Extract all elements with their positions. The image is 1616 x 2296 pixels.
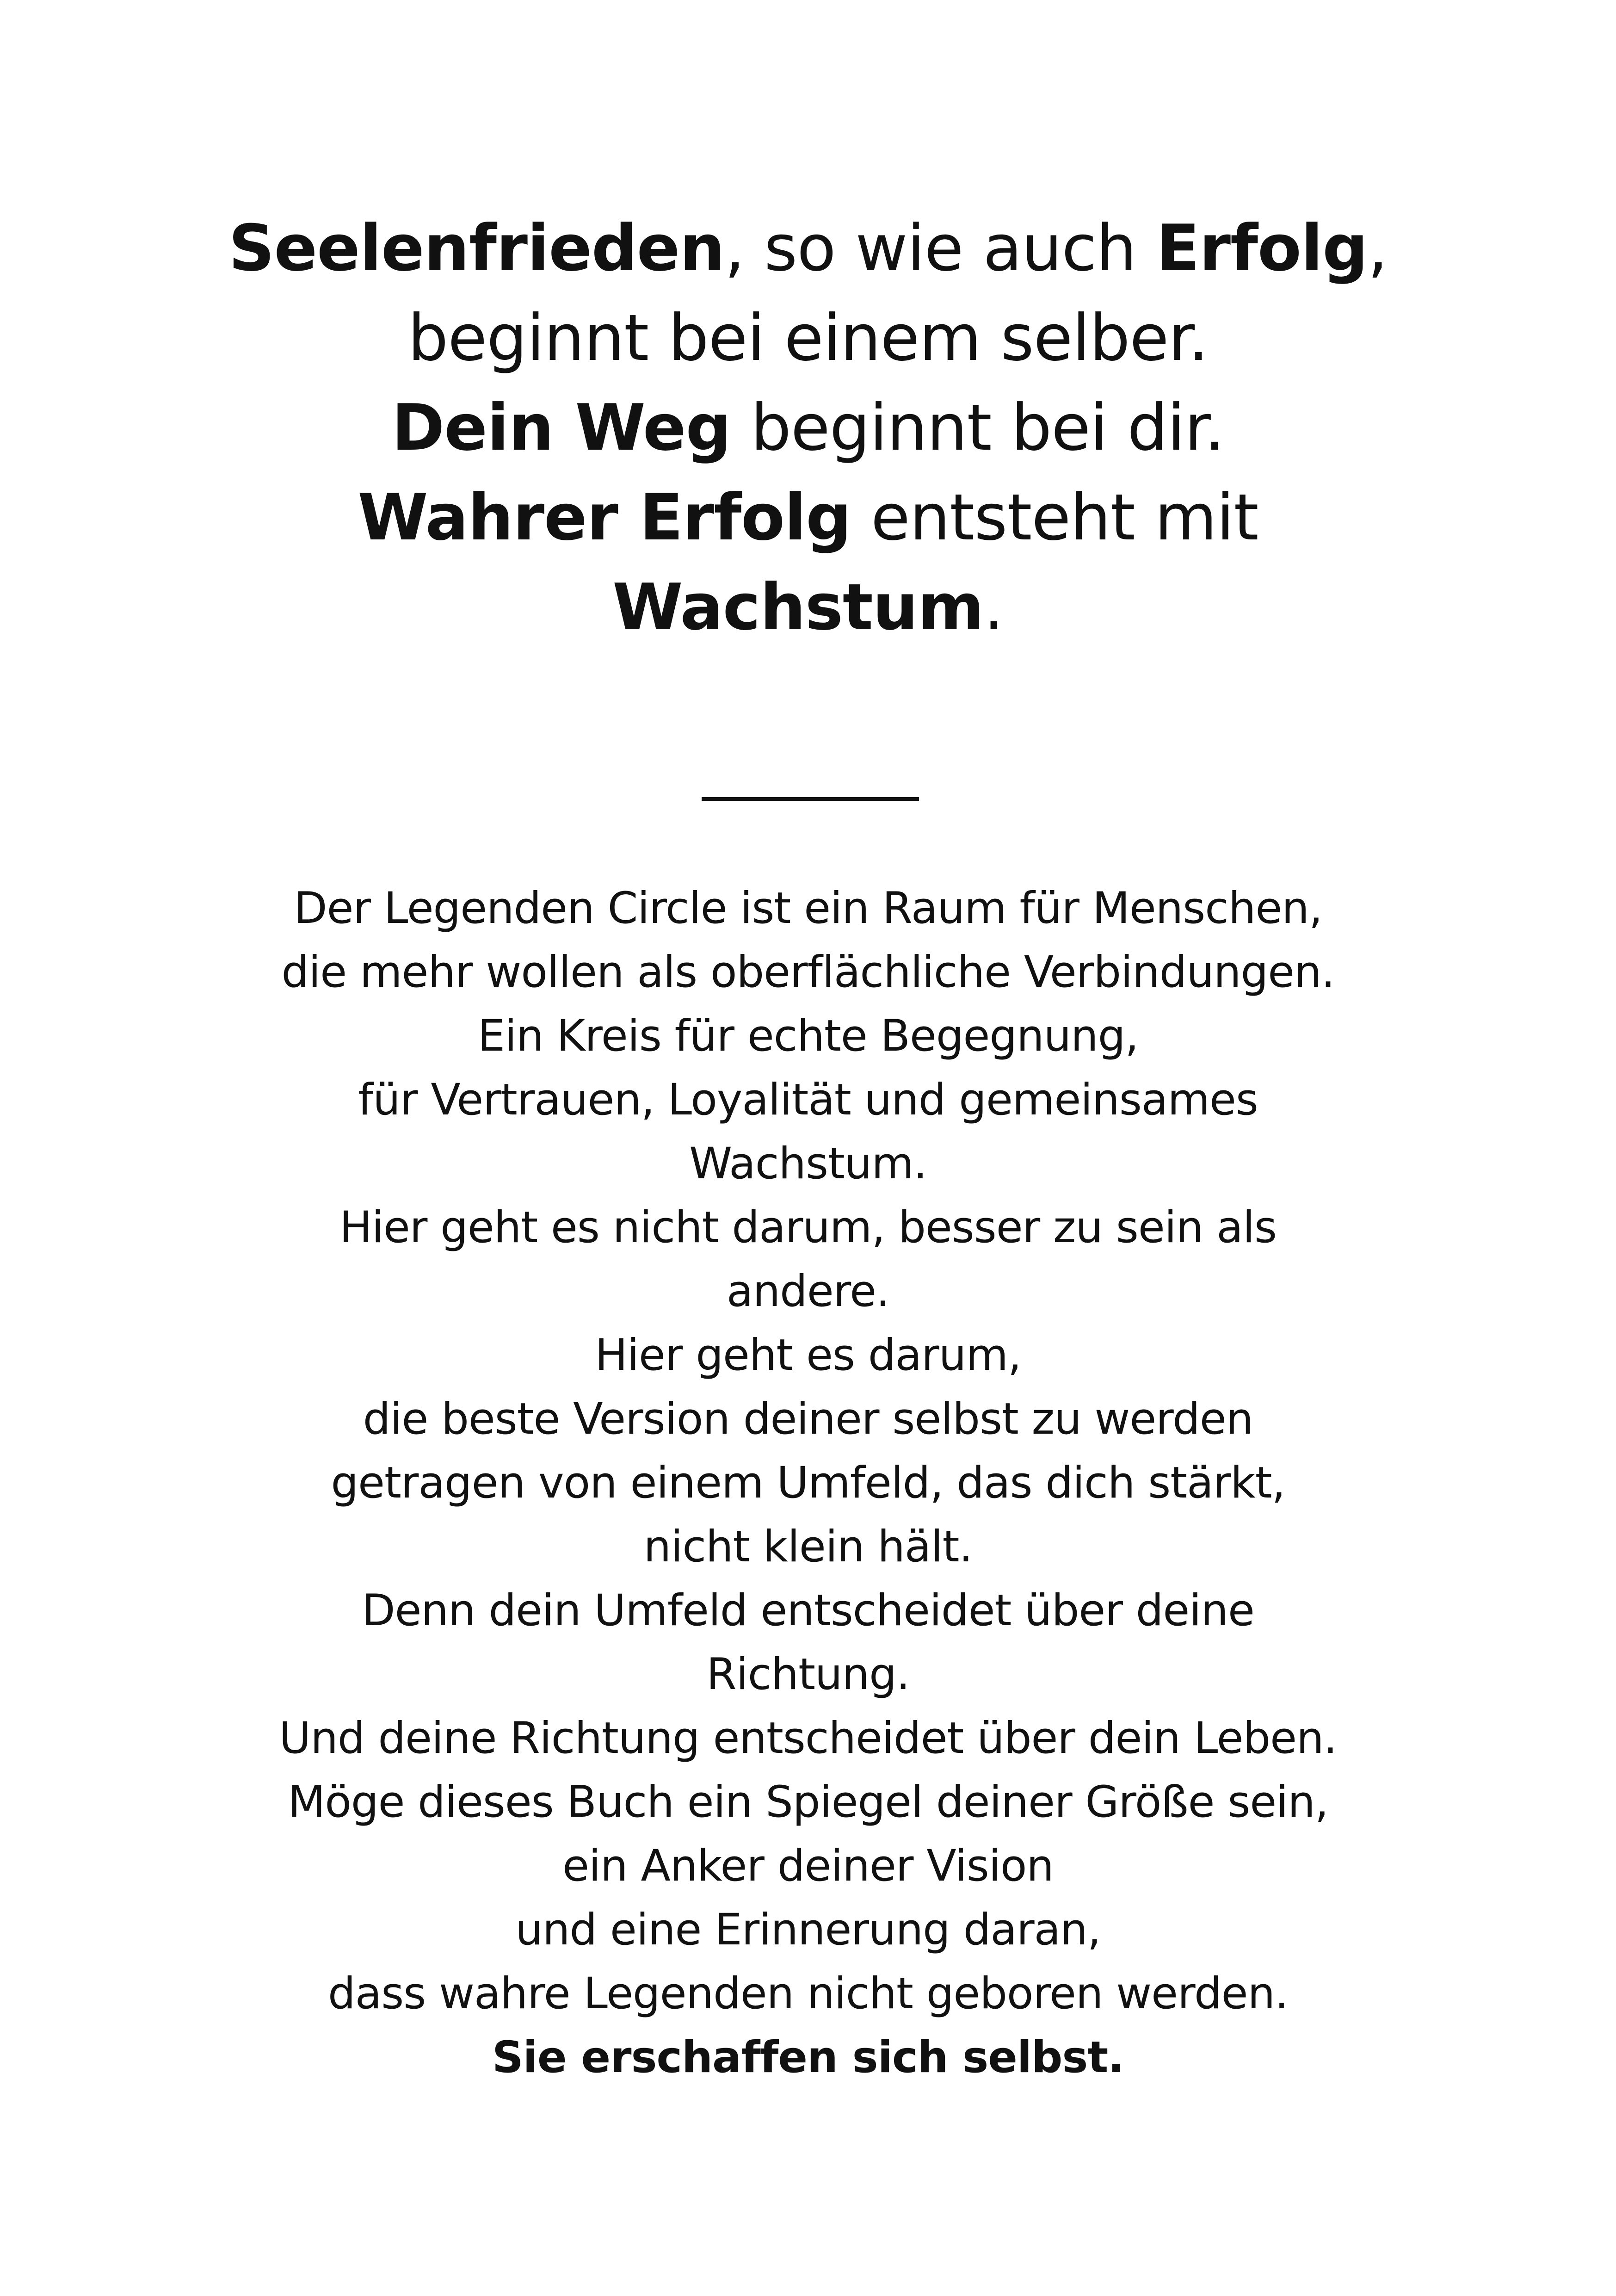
- body-line: ein Anker deiner Vision: [562, 1841, 1054, 1891]
- body-paragraph: [0, 877, 1616, 2090]
- body-line: Denn dein Umfeld entscheidet über deine: [362, 1585, 1254, 1636]
- quote-text: .: [983, 570, 1004, 644]
- body-line: Wachstum.: [689, 1139, 927, 1189]
- body-line: Und deine Richtung entscheidet über dein Leben.: [279, 1713, 1337, 1764]
- body-line: andere.: [727, 1266, 889, 1317]
- quote-line-3: [0, 383, 1616, 473]
- body-line: Hier geht es nicht darum, besser zu sein als: [339, 1202, 1277, 1253]
- quote-text: ,: [1367, 211, 1388, 285]
- body-line: Hier geht es darum,: [595, 1330, 1021, 1380]
- body-line: die beste Version deiner selbst zu werden: [363, 1394, 1253, 1444]
- quote-line-5: [0, 563, 1616, 652]
- body-line: dass wahre Legenden nicht geboren werden.: [328, 1968, 1288, 2019]
- quote-text: beginnt bei dir.: [731, 390, 1225, 465]
- quote-emphasis: Wachstum: [612, 570, 984, 644]
- quote-line-2: beginnt bei einem selber.: [407, 301, 1209, 375]
- quote-emphasis: Dein Weg: [391, 390, 731, 465]
- body-line: nicht klein hält.: [643, 1522, 973, 1572]
- body-line: Richtung.: [706, 1649, 910, 1700]
- quote-text: , so wie auch: [724, 211, 1156, 285]
- body-line: getragen von einem Umfeld, das dich stärkt,: [331, 1458, 1285, 1508]
- body-line: für Vertrauen, Loyalität und gemeinsames: [358, 1075, 1258, 1125]
- body-line: Möge dieses Buch ein Spiegel deiner Größe sein,: [288, 1777, 1328, 1827]
- quote-emphasis: Wahrer Erfolg: [358, 480, 851, 555]
- quote-emphasis: Erfolg: [1156, 211, 1368, 285]
- body-line: und eine Erinnerung daran,: [515, 1905, 1101, 1955]
- quote-text: entsteht mit: [851, 480, 1258, 555]
- quote-line-4: [0, 473, 1616, 563]
- quote-line-1: [0, 204, 1616, 293]
- quote-emphasis: Seelenfrieden: [228, 211, 725, 285]
- body-line: die mehr wollen als oberflächliche Verbindungen.: [281, 947, 1335, 997]
- body-line: Der Legenden Circle ist ein Raum für Menschen,: [294, 883, 1322, 934]
- body-line: Ein Kreis für echte Begegnung,: [477, 1011, 1139, 1061]
- intro-quote: [0, 204, 1616, 652]
- closing-line: Sie erschaffen sich selbst.: [492, 2032, 1124, 2083]
- section-divider: [702, 797, 919, 801]
